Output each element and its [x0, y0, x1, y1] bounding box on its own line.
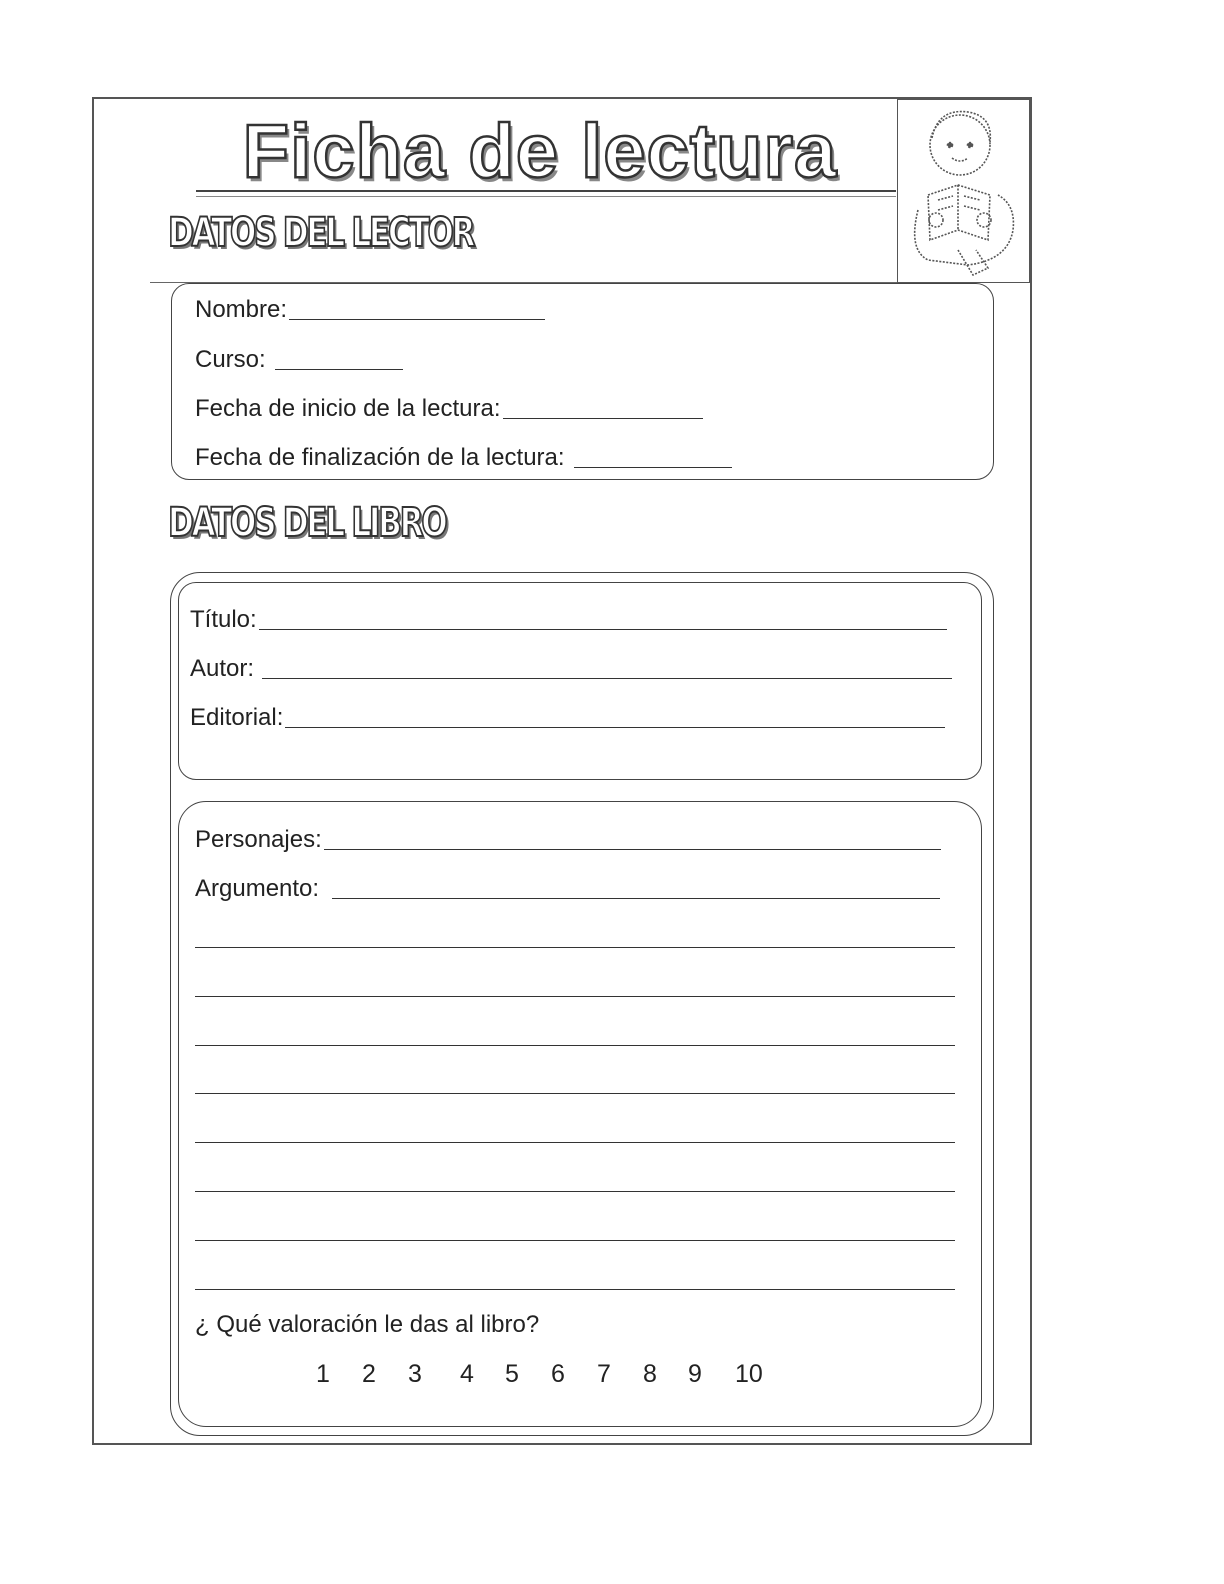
rating-option-6[interactable]: 6	[551, 1360, 565, 1388]
fecha-fin-input-line[interactable]	[574, 467, 732, 468]
autor-label: Autor:	[190, 655, 255, 682]
curso-label: Curso:	[195, 346, 266, 373]
rating-option-1[interactable]: 1	[316, 1360, 330, 1388]
rating-option-8[interactable]: 8	[643, 1360, 657, 1388]
rating-option-3[interactable]: 3	[408, 1360, 422, 1388]
illustration-box	[897, 99, 1030, 283]
curso-field[interactable]	[195, 346, 403, 374]
autor-field[interactable]	[190, 655, 952, 683]
titulo-input-line[interactable]	[259, 629, 947, 630]
argument-writing-line[interactable]	[195, 1093, 955, 1094]
rating-option-2[interactable]: 2	[362, 1360, 376, 1388]
rating-option-10[interactable]: 10	[735, 1360, 763, 1388]
nombre-input-line[interactable]	[289, 319, 545, 320]
fecha-inicio-field[interactable]	[195, 395, 703, 423]
argument-writing-line[interactable]	[195, 1045, 955, 1046]
curso-input-line[interactable]	[275, 369, 403, 370]
personajes-input-line[interactable]	[324, 849, 941, 850]
reader-section-heading: DATOS DEL LECTOR	[168, 210, 474, 256]
child-reading-book-icon	[898, 100, 1028, 281]
title-underline	[196, 190, 896, 192]
titulo-field[interactable]	[190, 606, 947, 634]
page-title: Ficha de lectura	[242, 109, 838, 194]
argumento-input-line[interactable]	[332, 898, 940, 899]
argumento-label: Argumento:	[195, 875, 320, 902]
autor-input-line[interactable]	[262, 678, 952, 679]
rating-question: ¿ Qué valoración le das al libro?	[195, 1311, 540, 1338]
fecha-inicio-input-line[interactable]	[503, 418, 703, 419]
nombre-field[interactable]	[195, 296, 545, 324]
argument-writing-line[interactable]	[195, 1191, 955, 1192]
personajes-label: Personajes:	[195, 826, 322, 853]
rating-option-7[interactable]: 7	[597, 1360, 611, 1388]
rating-option-9[interactable]: 9	[688, 1360, 702, 1388]
nombre-label: Nombre:	[195, 296, 288, 323]
fecha-fin-field[interactable]	[195, 444, 732, 472]
argumento-field[interactable]	[195, 875, 940, 903]
argument-writing-line[interactable]	[195, 947, 955, 948]
argument-writing-line[interactable]	[195, 1289, 955, 1290]
argument-writing-line[interactable]	[195, 996, 955, 997]
titulo-label: Título:	[190, 606, 257, 633]
editorial-input-line[interactable]	[285, 727, 945, 728]
argument-writing-line[interactable]	[195, 1240, 955, 1241]
fecha-inicio-label: Fecha de inicio de la lectura:	[195, 395, 501, 422]
editorial-field[interactable]	[190, 704, 945, 732]
personajes-field[interactable]	[195, 826, 941, 854]
editorial-label: Editorial:	[190, 704, 284, 731]
rating-option-5[interactable]: 5	[505, 1360, 519, 1388]
title-underline-thin	[196, 196, 896, 197]
rating-option-4[interactable]: 4	[460, 1360, 474, 1388]
argument-writing-line[interactable]	[195, 1142, 955, 1143]
book-section-heading: DATOS DEL LIBRO	[168, 500, 446, 546]
fecha-fin-label: Fecha de finalización de la lectura:	[195, 444, 565, 471]
